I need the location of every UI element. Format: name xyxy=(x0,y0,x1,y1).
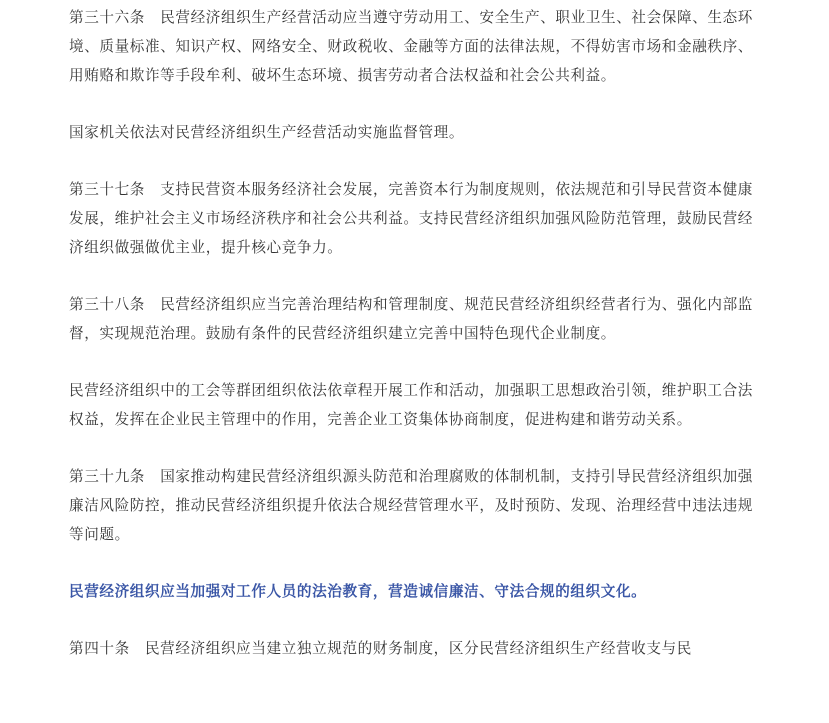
highlighted-paragraph: 民营经济组织应当加强对工作人员的法治教育，营造诚信廉洁、守法合规的组织文化。 xyxy=(69,583,647,600)
article-body xyxy=(69,3,753,691)
article-36-paragraph: 第三十六条 民营经济组织生产经营活动应当遵守劳动用工、安全生产、职业卫生、社会保障、生态环境、质量标准、知识产权、网络安全、财政税收、金融等方面的法律法规，不得妨害市场和金融秩序、用贿赂和欺诈等手段牟利、破坏生态环境、损害劳动者合法权益和社会公共利益。 xyxy=(69,9,753,84)
article-40-paragraph: 第四十条 民营经济组织应当建立独立规范的财务制度，区分民营经济组织生产经营收支与民 xyxy=(69,640,692,657)
article-38-paragraph: 第三十八条 民营经济组织应当完善治理结构和管理制度、规范民营经济组织经营者行为、强化内部监督，实现规范治理。鼓励有条件的民营经济组织建立完善中国特色现代企业制度。 xyxy=(69,296,753,342)
article-39-paragraph: 第三十九条 国家推动构建民营经济组织源头防范和治理腐败的体制机制，支持引导民营经济组织加强廉洁风险防控，推动民营经济组织提升依法合规经营管理水平，及时预防、发现、治理经营中违法违规等问题。 xyxy=(69,468,753,543)
article-37-paragraph: 第三十七条 支持民营资本服务经济社会发展，完善资本行为制度规则，依法规范和引导民营资本健康发展，维护社会主义市场经济秩序和社会公共利益。支持民营经济组织加强风险防范管理，鼓励民营经济组织做强做优主业，提升核心竞争力。 xyxy=(69,181,753,256)
supervision-paragraph: 国家机关依法对民营经济组织生产经营活动实施监督管理。 xyxy=(69,124,465,141)
trade-union-paragraph: 民营经济组织中的工会等群团组织依法依章程开展工作和活动，加强职工思想政治引领，维护职工合法权益，发挥在企业民主管理中的作用，完善企业工资集体协商制度，促进构建和谐劳动关系。 xyxy=(69,382,753,428)
